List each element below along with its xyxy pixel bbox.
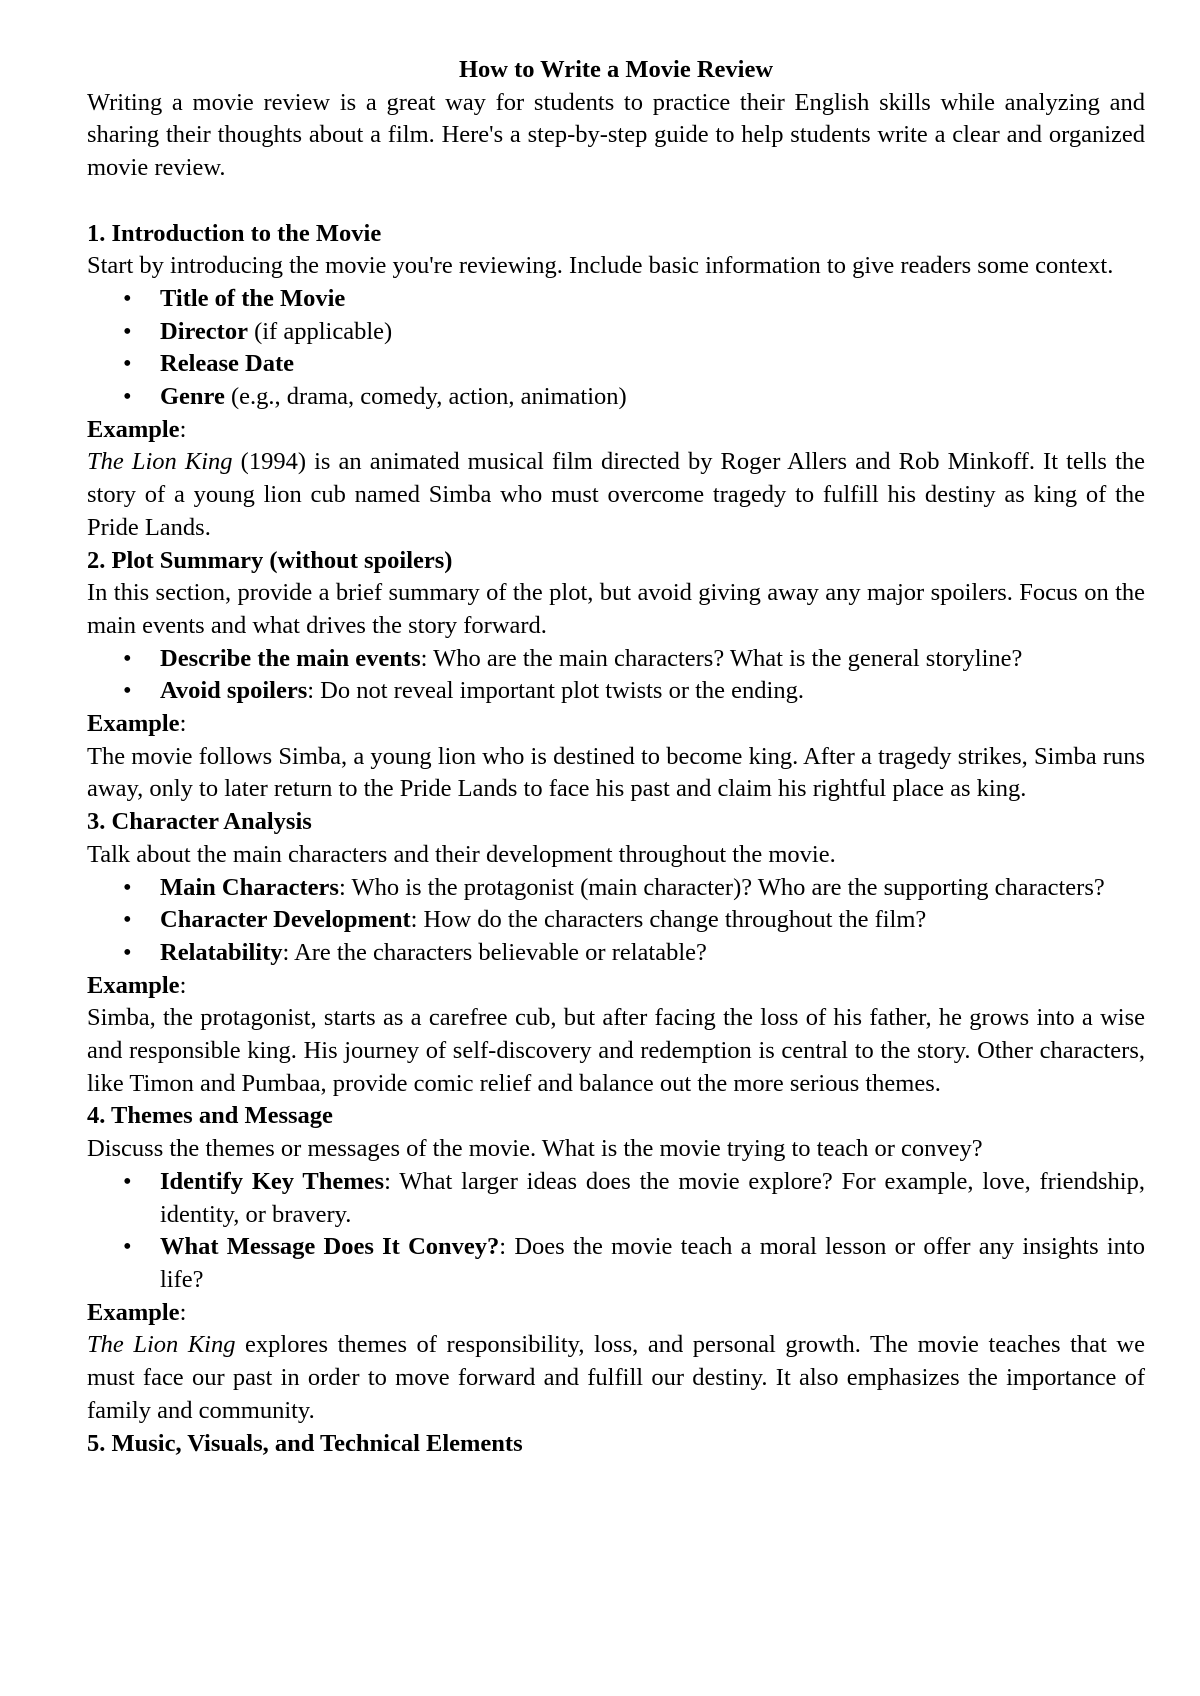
bullet-term: Release Date bbox=[160, 350, 295, 378]
section-heading-introduction: 1. Introduction to the Movie bbox=[87, 219, 382, 247]
list-item bbox=[87, 675, 1145, 708]
bullet-list bbox=[87, 1166, 1145, 1297]
bullet-term: Character Development bbox=[160, 906, 411, 934]
document-page bbox=[87, 54, 1145, 1460]
example-label-text: Example bbox=[87, 971, 180, 999]
example-paragraph bbox=[87, 446, 1145, 544]
bullet-icon: • bbox=[123, 383, 132, 411]
section-heading-themes: 4. Themes and Message bbox=[87, 1102, 333, 1130]
bullet-icon: • bbox=[123, 938, 132, 966]
bullet-icon: • bbox=[123, 873, 132, 901]
bullet-term: What Message Does It Convey? bbox=[160, 1233, 500, 1261]
list-item bbox=[87, 937, 1145, 970]
colon: : bbox=[179, 971, 187, 999]
example-paragraph: Simba, the protagonist, starts as a carefree cub, but after facing the loss of his father, he grows into a wise and responsible king. His journey of self-discovery and redemption is central to the story. Other characters, like Timon and Pumbaa, provide comic relief and balance out the more serious themes. bbox=[87, 1004, 1145, 1097]
bullet-icon: • bbox=[123, 677, 132, 705]
bullet-text: : How do the characters change throughout the film? bbox=[410, 906, 927, 934]
list-item bbox=[87, 316, 1145, 349]
list-item bbox=[87, 872, 1145, 905]
blank-line bbox=[87, 185, 1145, 218]
section-heading-character-analysis: 3. Character Analysis bbox=[87, 808, 312, 836]
list-item bbox=[87, 348, 1145, 381]
example-label-text: Example bbox=[87, 1298, 180, 1326]
bullet-text: : Does the movie teach a moral lesson or offer any insights into life? bbox=[160, 1233, 1145, 1293]
example-label bbox=[87, 970, 1145, 1003]
example-label-text: Example bbox=[87, 710, 180, 738]
bullet-term: Genre bbox=[160, 383, 225, 411]
film-title: The Lion King bbox=[87, 448, 233, 476]
example-label bbox=[87, 708, 1145, 741]
bullet-icon: • bbox=[123, 1233, 132, 1261]
colon: : bbox=[179, 710, 187, 738]
bullet-term: Director bbox=[160, 317, 248, 345]
section-heading-music-visuals: 5. Music, Visuals, and Technical Elements bbox=[87, 1429, 523, 1457]
bullet-text: (if applicable) bbox=[247, 317, 393, 345]
example-text: explores themes of responsibility, loss, and personal growth. The movie teaches that we must face our past in order to move forward and fulfill our destiny. It also emphasizes the importance of family and community. bbox=[87, 1331, 1145, 1424]
bullet-term: Describe the main events bbox=[160, 644, 421, 672]
bullet-text: : Who are the main characters? What is the general storyline? bbox=[420, 644, 1023, 672]
example-label bbox=[87, 414, 1145, 447]
example-label bbox=[87, 1297, 1145, 1330]
section-heading-plot-summary: 2. Plot Summary (without spoilers) bbox=[87, 546, 453, 574]
bullet-text: (e.g., drama, comedy, action, animation) bbox=[224, 383, 627, 411]
bullet-text: : Do not reveal important plot twists or the ending. bbox=[307, 677, 804, 705]
example-paragraph: The movie follows Simba, a young lion who is destined to become king. After a tragedy strikes, Simba runs away, only to later return to the Pride Lands to face his past and claim his rightful place as king. bbox=[87, 742, 1145, 803]
intro-paragraph: Writing a movie review is a great way for students to practice their English skills while analyzing and sharing their thoughts about a film. Here's a step-by-step guide to help students write a clear and organized movie review. bbox=[87, 88, 1145, 182]
section-text: Talk about the main characters and their development throughout the movie. bbox=[87, 840, 836, 868]
bullet-icon: • bbox=[123, 317, 132, 345]
list-item bbox=[87, 643, 1145, 676]
section-text: In this section, provide a brief summary of the plot, but avoid giving away any major spoilers. Focus on the main events and what drives the story forward. bbox=[87, 579, 1145, 639]
film-title: The Lion King bbox=[87, 1331, 236, 1359]
bullet-icon: • bbox=[123, 284, 132, 312]
example-text: (1994) is an animated musical film directed by Roger Allers and Rob Minkoff. It tells the story of a young lion cub named Simba who must overcome tragedy to fulfill his destiny as king of the Pride Lands. bbox=[87, 448, 1145, 541]
section-text: Start by introducing the movie you're reviewing. Include basic information to give readers some context. bbox=[87, 252, 1114, 280]
bullet-list bbox=[87, 643, 1145, 708]
bullet-term: Main Characters bbox=[160, 873, 339, 901]
bullet-icon: • bbox=[123, 906, 132, 934]
example-label-text: Example bbox=[87, 415, 180, 443]
bullet-icon: • bbox=[123, 644, 132, 672]
document-title: How to Write a Movie Review bbox=[458, 56, 774, 83]
list-item bbox=[87, 283, 1145, 316]
bullet-term: Avoid spoilers bbox=[160, 677, 308, 705]
bullet-text: : Are the characters believable or relatable? bbox=[282, 938, 707, 966]
bullet-list bbox=[87, 283, 1145, 414]
bullet-text: : What larger ideas does the movie explore? For example, love, friendship, identity, or bravery. bbox=[160, 1167, 1145, 1228]
list-item bbox=[87, 1231, 1145, 1296]
colon: : bbox=[179, 1298, 187, 1326]
bullet-term: Relatability bbox=[160, 938, 283, 966]
bullet-term: Title of the Movie bbox=[160, 284, 346, 312]
bullet-term: Identify Key Themes bbox=[160, 1167, 385, 1195]
bullet-icon: • bbox=[123, 350, 132, 378]
bullet-icon: • bbox=[123, 1167, 132, 1195]
bullet-text: : Who is the protagonist (main character)? Who are the supporting characters? bbox=[338, 873, 1105, 901]
bullet-list bbox=[87, 872, 1145, 970]
colon: : bbox=[179, 415, 187, 443]
list-item bbox=[87, 381, 1145, 414]
list-item bbox=[87, 904, 1145, 937]
list-item bbox=[87, 1166, 1145, 1231]
example-paragraph bbox=[87, 1329, 1145, 1427]
section-text: Discuss the themes or messages of the movie. What is the movie trying to teach or convey? bbox=[87, 1135, 983, 1163]
